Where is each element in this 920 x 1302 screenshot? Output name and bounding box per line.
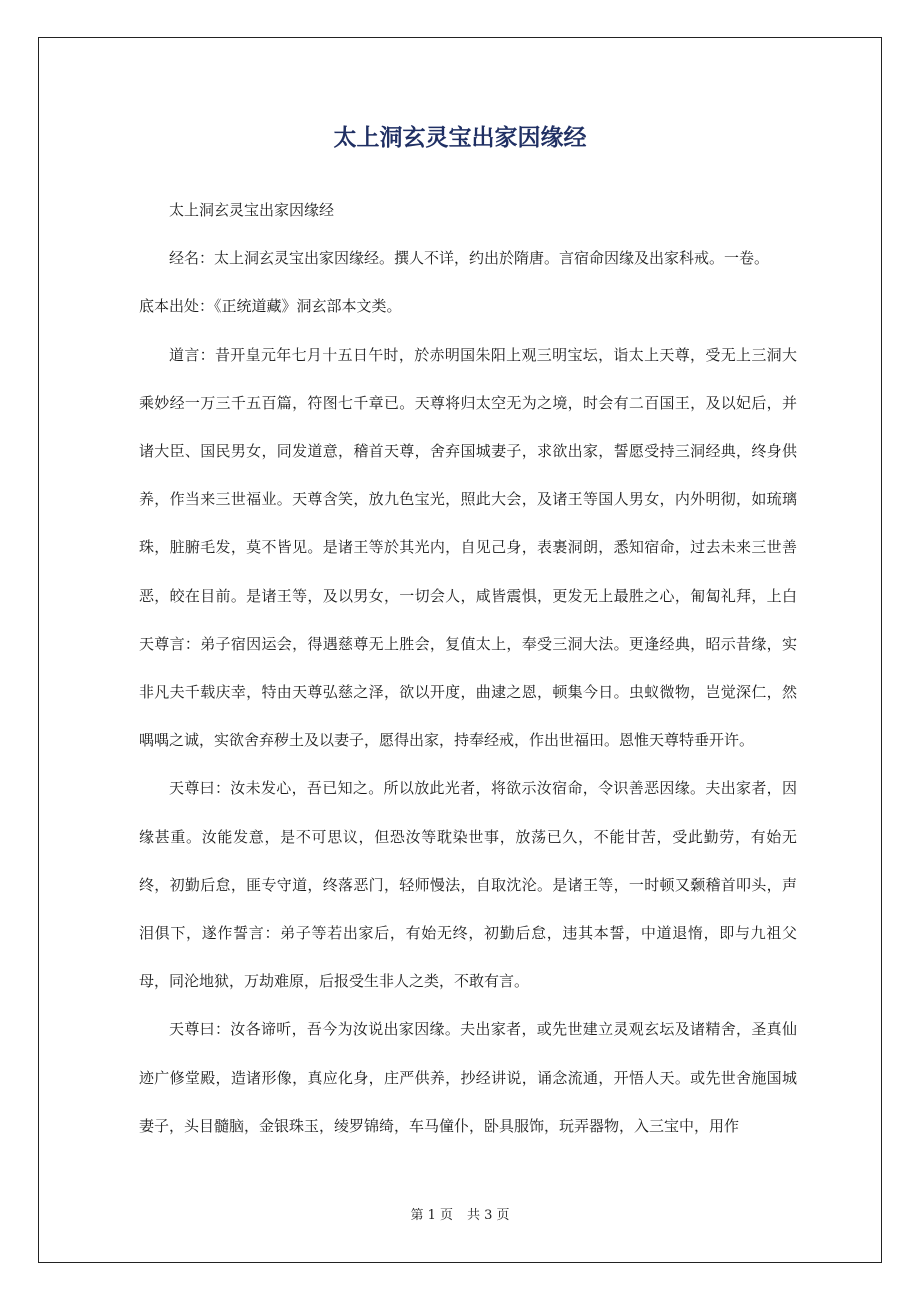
document-body [139, 186, 797, 1150]
paragraph-heading: 太上洞玄灵宝出家因缘经 [169, 201, 335, 219]
page-number: 第 1 页 [410, 1208, 453, 1223]
page-footer [0, 1205, 920, 1227]
document-title: 太上洞玄灵宝出家因缘经 [333, 125, 587, 151]
paragraph-tianzun-reply-2: 天尊曰：汝各谛听，吾今为汝说出家因缘。夫出家者，或先世建立灵观玄坛及诸精舍，圣真仙迹广修堂殿，造诸形像，真应化身，庄严供养，抄经讲说，诵念流通，开悟人天。或先世舍施国城妻子，头目髓脑，金银珠玉，绫罗锦绮，车马僮仆，卧具服饰，玩弄器物，入三宝中，用作 [139, 1020, 797, 1135]
paragraph-source: 底本出处：《正统道藏》洞玄部本文类。 [139, 297, 402, 316]
paragraph-tianzun-reply-1: 天尊曰：汝未发心，吾已知之。所以放此光者，将欲示汝宿命，令识善恶因缘。夫出家者，因缘甚重。汝能发意，是不可思议，但恐汝等耽染世事，放荡已久，不能甘苦，受此勤劳，有始无终，初勤后怠，匪专守道，终落恶门，轻师慢法，自取沈沦。是诸王等，一时顿又颡稽首叩头，声泪俱下，遂作誓言：弟子等若出家后，有始无终，初勤后怠，违其本誓，中道退惰，即与九祖父母，同沦地狱，万劫难原，后报受生非人之类，不敢有言。 [139, 779, 797, 991]
paragraph-dao-says: 道言：昔开皇元年七月十五日午时，於赤明国朱阳上观三明宝坛，诣太上天尊，受无上三洞大乘妙经一万三千五百篇，符图七千章已。天尊将归太空无为之境，时会有二百国王，及以妃后，并诸大臣、国民男女，同发道意，稽首天尊，舍弃国城妻子，求欲出家，誓愿受持三洞经典，终身供养，作当来三世福业。天尊含笑，放九色宝光，照此大会，及诸王等国人男女，内外明彻，如琉璃珠，脏腑毛发，莫不皆见。是诸王等於其光内，自见己身，表裹洞朗，悉知宿命，过去未来三世善恶，皎在目前。是诸王等，及以男女，一切会人，咸皆震惧，更发无上最胜之心，匍匐礼拜，上白天尊言：弟子宿因运会，得遇慈尊无上胜会，复值太上，奉受三洞大法。更逢经典，昭示昔缘，实非凡夫千载庆幸，特由天尊弘慈之泽，欲以开度，曲逮之恩，顿集今日。虫蚁微物，岂觉深仁，然喁喁之诚，实欲舍弃秽土及以妻子，愿得出家，持奉经戒，作出世福田。恩惟天尊特垂开许。 [139, 345, 797, 750]
page-total: 共 3 页 [467, 1208, 510, 1223]
paragraph-scripture-name: 经名：太上洞玄灵宝出家因缘经。撰人不详，约出於隋唐。言宿命因缘及出家科戒。一卷。 [169, 249, 770, 268]
